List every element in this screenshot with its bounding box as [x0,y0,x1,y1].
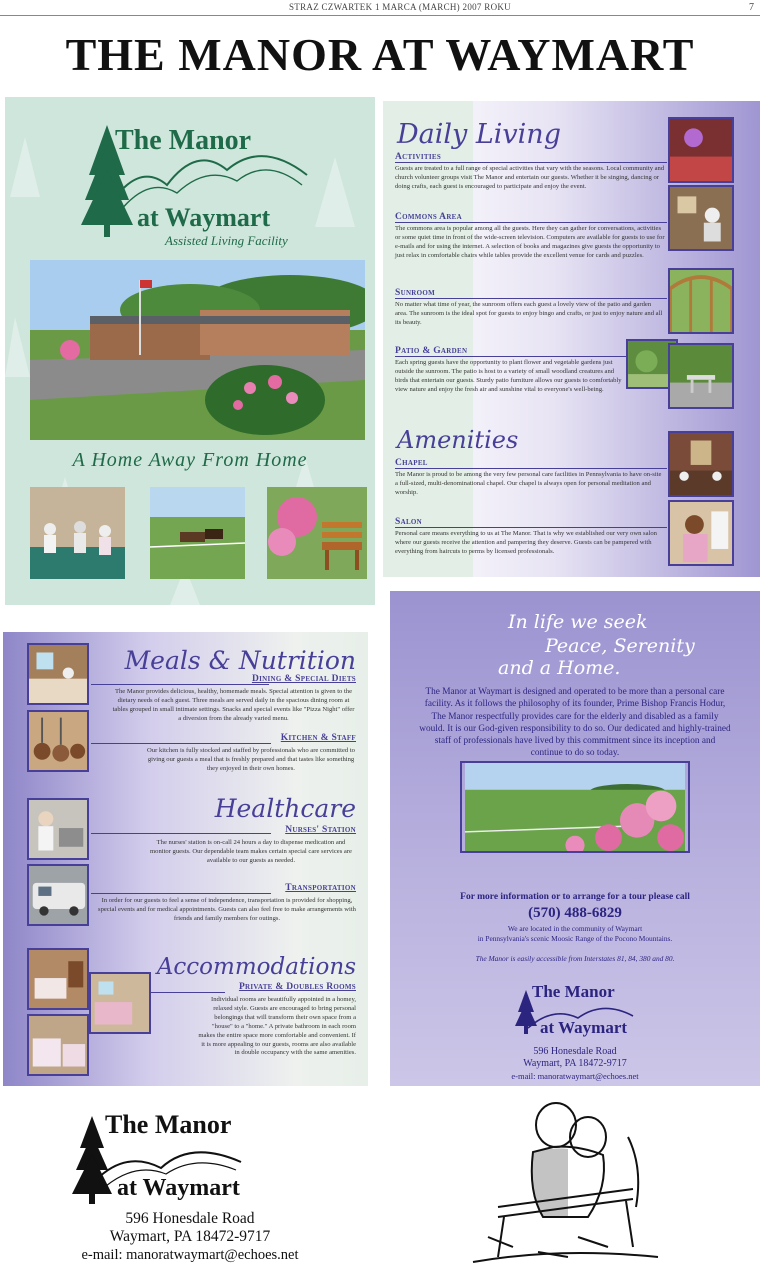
cover-tagline: A Home Away From Home [72,449,308,471]
running-header [0,0,760,16]
mission-logo-line1: The Manor [532,982,615,1001]
residents-photo [30,487,125,579]
quote-line1: In life we seek [508,611,648,633]
dining-photo [27,643,89,705]
dining-title: Dining & Special Diets [251,674,356,684]
page-title: THE MANOR AT WAYMART [65,29,695,80]
bottom-address2: Waymart, PA 18472-9717 [109,1228,271,1245]
tour-info: For more information or to arrange for a tour please call [460,892,690,902]
brochure-cover [5,97,375,605]
amenities-heading: Amenities [397,426,519,454]
healthcare-heading: Healthcare [214,794,356,823]
bottom-email[interactable]: e-mail: manoratwaymart@echoes.net [81,1247,299,1263]
daily-living-heading: Daily Living [397,119,561,150]
double-room-photo [89,972,151,1034]
activities-text: Guests are treated to a full range of special activities that vary with the seasons. Local community and church volunteer groups visit The Manor and entertain our guests. Whether it be singing, dancing or doing crafts, each guest is encouraged to participate and enjoy the event. [395,165,665,190]
patio-photo [668,343,734,409]
rooms-title: Private & Doubles Rooms [238,982,356,992]
chapel-title: Chapel [395,458,428,468]
nurses-station-text: The nurses' station is on-call 24 hours a day to dispense medication and monitor guests. Our dependable team makes certain special care services are available to our guests as needed. [150,839,352,864]
patio-garden-title: Patio & Garden [395,346,468,356]
transportation-text: In order for our guests to feel a sense of independence, transportation is provided for shopping, special events and for medical appointments. Guests can also feel free to make arrangements with friends and family members for outings. [98,897,356,922]
cover-logo-subtitle: Assisted Living Facility [165,233,288,248]
chapel-photo [668,431,734,497]
rooms-text: Individual rooms are beautifully appointed in a homey, relaxed style. Guests are encouraged to bring personal belongings that will transform their own space from a "house" to a "home." A private bathroom in each room makes the entire space more comfortable and convenient. If it is more appealing to our guests, rooms are also available in double occupancy with the same amenities. [198,996,356,1057]
bottom-logo-line2: at Waymart [117,1175,240,1201]
cover-logo-line1: The Manor [115,125,252,156]
mission-email[interactable]: e-mail: manoratwaymart@echoes.net [511,1071,639,1081]
meals-heading: Meals & Nutrition [124,646,356,675]
activities-photo [668,117,734,183]
commons-area-title: Commons Area [395,212,463,222]
phone-number[interactable]: (570) 488-6829 [528,905,622,921]
mission-address1: 596 Honesdale Road [533,1046,617,1057]
salon-text: Personal care means everything to us at The Manor. That is why we established our very own salon where our guests receive the attention and pampering they deserve. Guests can be pampered with everything from haircuts to perms by licensed professionals. [395,530,657,555]
bottom-address1: 596 Honesdale Road [125,1210,255,1227]
quote-line2: Peace, Serenity [545,635,695,657]
accommodations-heading: Accommodations [156,954,356,980]
chapel-text: The Manor is proud to be among the very few personal care facilities in Pennsylvania to have on-site a full-sized, multi-denominational chapel. Our chapel is always open for personal meditation and worship. [395,471,662,496]
nurses-station-photo [27,798,89,860]
salon-title: Salon [395,517,423,527]
rhododendron-field-photo [460,761,690,853]
nurses-station-title: Nurses' Station [285,825,356,835]
kitchen-photo [27,710,89,772]
dining-text: The Manor provides delicious, healthy, homemade meals. Special attention is given to the dietary needs of each guest. Three meals are served daily in the spacious dining room at tables grouped in small intimate settings. Snacks and special events like "Pizza Night" offer a diversion from the already varied menu. [112,688,355,722]
location-line1: We are located in the community of Waymart [507,924,643,933]
transportation-van-photo [27,864,89,926]
private-room-photo [27,948,89,1010]
sunroom-photo [668,268,734,334]
mission-address2: Waymart, PA 18472-9717 [523,1058,627,1069]
commons-area-photo [668,185,734,251]
access-text: The Manor is easily accessible from Interstates 81, 84, 380 and 80. [475,954,675,963]
bedroom-photo [27,1014,89,1076]
couple-on-bench-sketch [458,1097,663,1267]
meals-healthcare-panel [3,632,368,1086]
activities-title: Activities [395,152,442,162]
location-line2: in Pennsylvania's scenic Moosic Range of the Pocono Mountains. [477,934,673,943]
horses-pasture-photo [150,487,245,579]
transportation-title: Transportation [285,883,356,893]
mission-text: The Manor at Waymart is designed and operated to be more than a personal care facility. As it follows the philosophy of its founder, Prime Bishop Francis Hodur, The Manor respectfully provides care for the elderly and disabled as a family would. It is our God-given responsibility to do so. Our dedicated and highly-trained staff of professionals have lived by this commitment since its inception and continue to do so today. [419,687,731,759]
garden-bench-photo [267,487,367,579]
page-number: 7 [749,2,754,13]
kitchen-staff-text: Our kitchen is fully stocked and staffed by professionals who are committed to giving our guests a meal that is freshly prepared and that tastes like something they enjoyed in their own homes. [147,747,355,772]
patio-garden-text: Each spring guests have the opportunity to plant flower and vegetable gardens just outside the sunroom. The patio is host to a variety of small woodland creatures and birds that entertain our guests. Sturdy patio furniture allows our guests to comfortably view nature and enjoy the fresh air and sunshine vital to everyone's well-being. [395,359,622,393]
sunroom-title: Sunroom [395,288,436,298]
daily-living-panel [383,101,760,577]
facility-building-photo [30,260,365,440]
bottom-logo-line1: The Manor [105,1110,232,1139]
kitchen-staff-title: Kitchen & Staff [280,733,356,743]
salon-photo [668,500,734,566]
cover-logo-line2: at Waymart [137,203,271,232]
location-text [390,924,760,944]
commons-area-text: The commons area is popular among all the guests. Here they can gather for conversations, activities or some quiet time in front of the wide-screen television. Computers are available for guests to use for e-mails and for using the internet. A selection of books and magazines give guests the opportunity to just relax in comfortable chairs while tables provide the excellent venue for cards and puzzles. [395,225,665,259]
quote-line3: and a Home. [498,657,621,679]
mission-logo-line2: at Waymart [540,1018,628,1037]
mission-panel [390,591,760,1086]
sunroom-text: No matter what time of year, the sunroom offers each guest a lovely view of the patio and garden area. The sunroom is the ideal spot for guests to enjoy bingo and crafts, or just to enjoy nature and all its beauty. [395,301,663,326]
running-head-text: STRAZ CZWARTEK 1 MARCA (MARCH) 2007 ROKU [289,2,511,12]
